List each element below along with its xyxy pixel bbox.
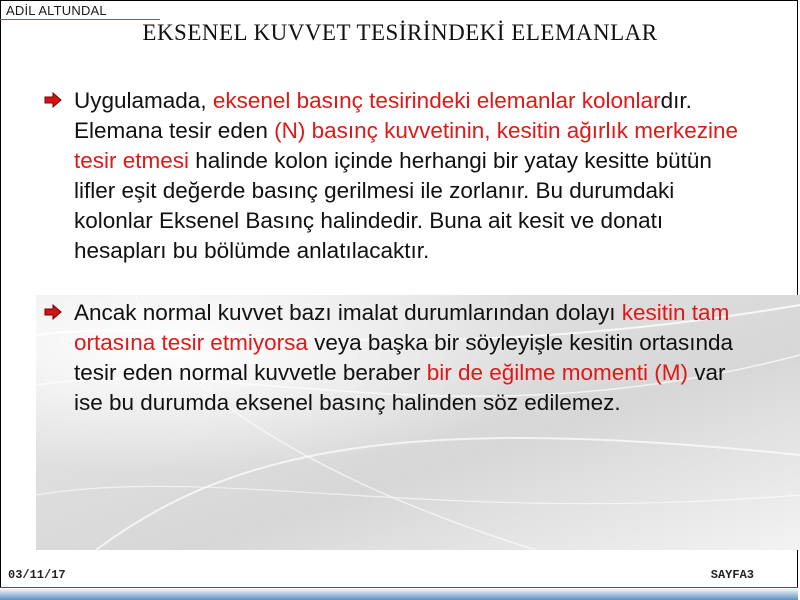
bullet-2-text-1: Ancak normal kuvvet bazı imalat durumlarından dolayı	[74, 300, 622, 325]
bullet-2-highlight-2: bir de eğilme momenti (M)	[426, 360, 689, 385]
footer-page-number: SAYFA3	[710, 568, 754, 582]
author-label: ADİL ALTUNDAL	[6, 3, 107, 18]
bullet-2-highlight-1: kesitin tam ortasına tesir etmiyorsa	[74, 300, 730, 355]
page-title: EKSENEL KUVVET TESİRİNDEKİ ELEMANLAR	[142, 20, 658, 45]
bullet-2-text-3: var ise bu durumda eksenel basınç halinden söz edilemez.	[74, 360, 726, 415]
bullet-1-highlight-2: (N) basınç kuvvetinin, kesitin ağırlık merkezine tesir etmesi	[74, 118, 739, 173]
bullet-item-1	[44, 86, 744, 266]
bullet-1-text-1: Uygulamada,	[74, 88, 213, 113]
bullet-1-text-3: halinde kolon içinde herhangi bir yatay kesitte bütün lifler eşit değerde basınç gerilmesi ile zorlanır. Bu durumdaki kolonlar Eksenel Basınç halindedir. Buna ait kesit ve donatı hesapları bu bölümde anlatılacaktır.	[74, 148, 712, 263]
footer-date: 03/11/17	[8, 568, 66, 582]
bullet-item-2	[44, 298, 744, 418]
red-arrow-bullet-icon	[44, 92, 62, 108]
bullet-list	[44, 86, 744, 418]
bullet-2-text-2: veya başka bir söyleyişle kesitin ortasında tesir eden normal kuvvetle beraber	[74, 330, 734, 385]
bullet-1-highlight-1: eksenel basınç tesirindeki elemanlar kolonlar	[212, 88, 661, 113]
bottom-bar	[0, 587, 798, 600]
red-arrow-bullet-icon	[44, 304, 62, 320]
bullet-1-text-2: dır. Elemana tesir eden	[74, 88, 692, 143]
